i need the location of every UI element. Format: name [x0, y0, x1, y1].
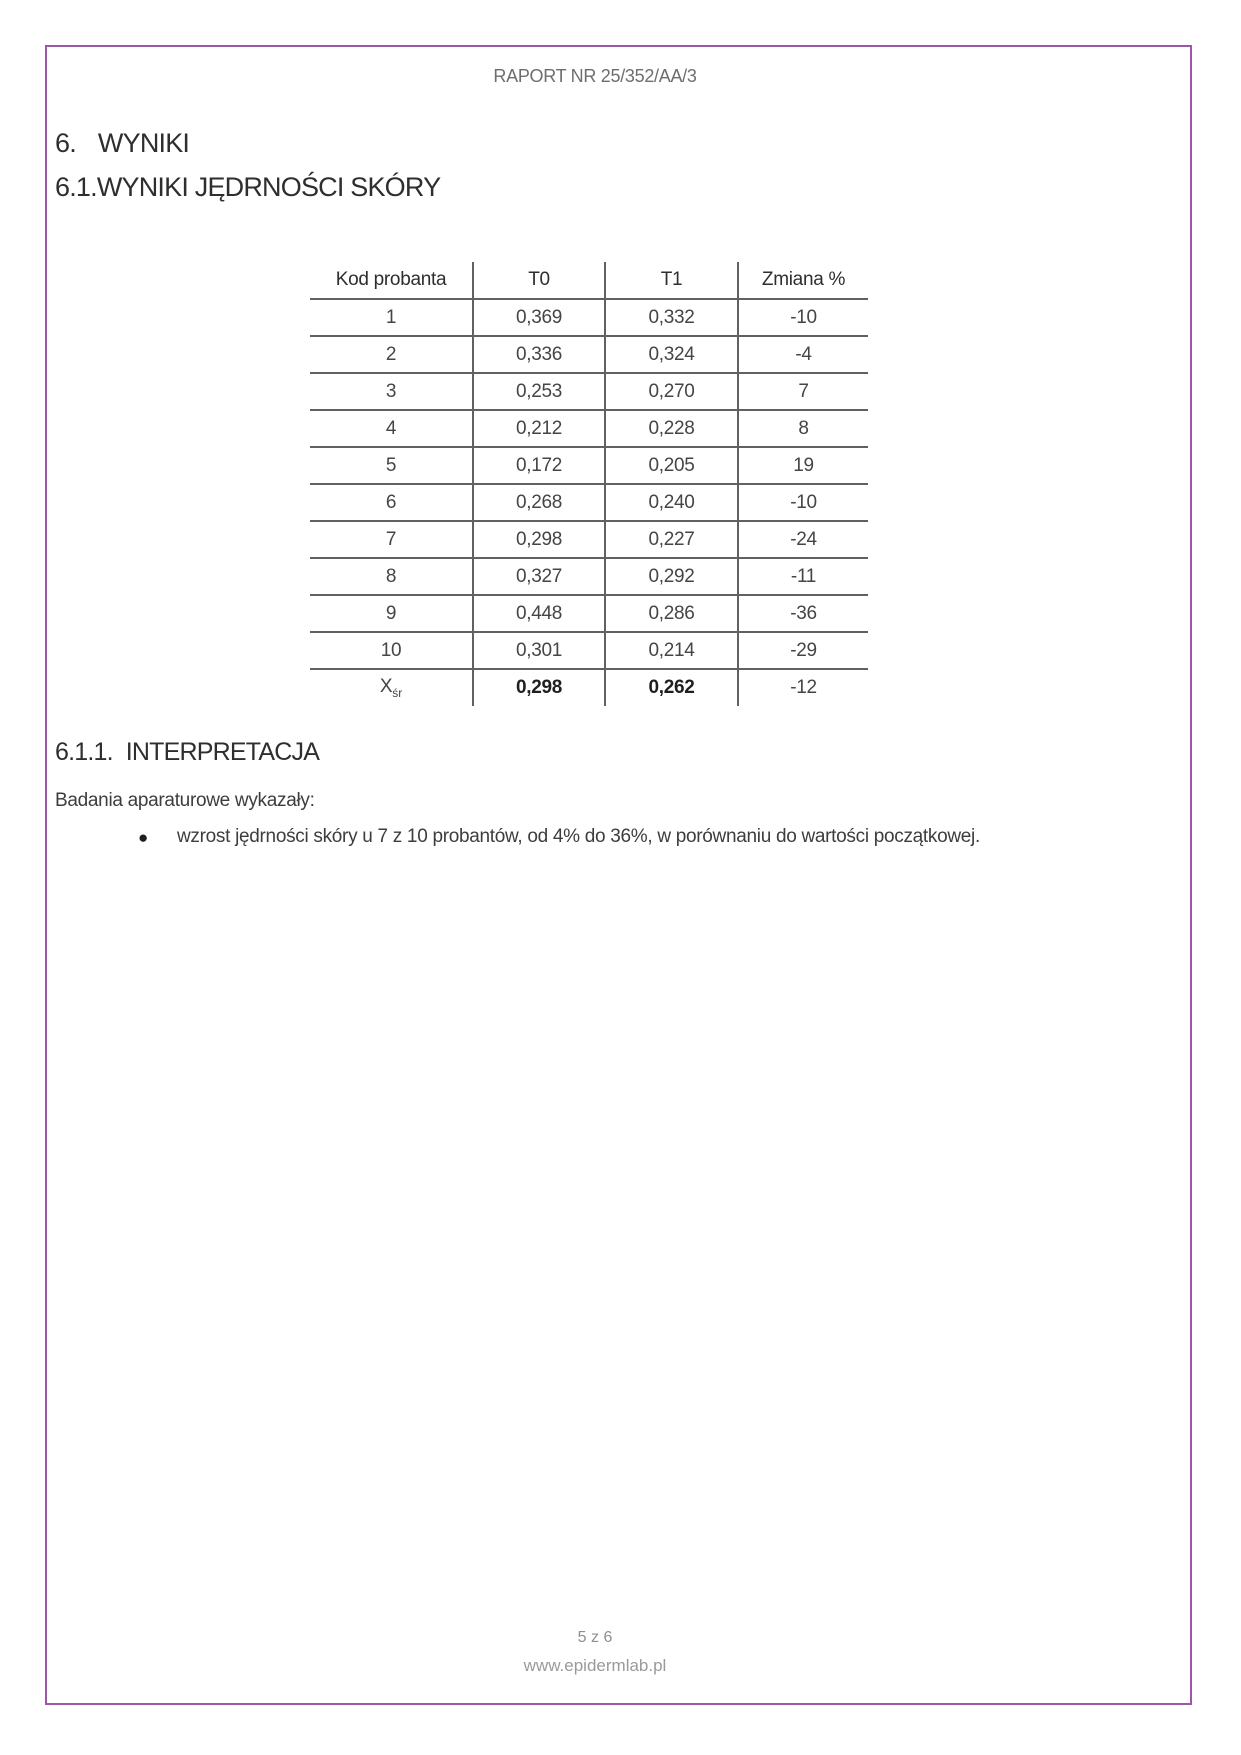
table-row — [310, 447, 868, 484]
cell-kod: 7 — [310, 521, 473, 558]
cell-kod: 2 — [310, 336, 473, 373]
cell-zmiana: 8 — [798, 417, 809, 439]
cell-t1: 0,227 — [605, 521, 738, 558]
table-row — [310, 373, 868, 410]
cell-t1: 0,332 — [605, 299, 738, 336]
cell-t0: 0,212 — [473, 410, 605, 447]
cell-zmiana: -29 — [790, 639, 817, 661]
section-title: WYNIKI JĘDRNOŚCI SKÓRY — [96, 172, 441, 202]
interpretation-intro: Badania aparaturowe wykazały: — [55, 790, 315, 811]
cell-t1-mean: 0,262 — [605, 669, 738, 706]
cell-t0: 0,336 — [473, 336, 605, 373]
bullet-icon: ● — [138, 828, 148, 847]
table-row — [310, 632, 868, 669]
table-row — [310, 410, 868, 447]
cell-t0: 0,172 — [473, 447, 605, 484]
cell-kod: 10 — [310, 632, 473, 669]
column-header-kod-probanta: Kod probanta — [310, 262, 473, 299]
footer-website: www.epidermlab.pl — [523, 1656, 667, 1675]
column-header-t0: T0 — [473, 262, 605, 299]
section-title: WYNIKI — [97, 128, 190, 158]
column-header-t1: T1 — [605, 262, 738, 299]
bullet-list-item — [138, 826, 1138, 849]
cell-kod: 9 — [310, 595, 473, 632]
report-number: RAPORT NR 25/352/AA/3 — [493, 66, 697, 86]
bullet-text: wzrost jędrności skóry u 7 z 10 probantów, od 4% do 36%, w porównaniu do wartości początkowej. — [177, 826, 980, 847]
table-header-row — [310, 262, 868, 299]
cell-t1: 0,270 — [605, 373, 738, 410]
cell-zmiana: -36 — [790, 602, 817, 624]
cell-t0-mean: 0,298 — [473, 669, 605, 706]
table-summary-row — [310, 669, 868, 706]
table-row — [310, 299, 868, 336]
section-number: 6. — [55, 128, 76, 158]
page-number: 5 z 6 — [577, 1629, 613, 1646]
cell-kod: 3 — [310, 373, 473, 410]
cell-t0: 0,298 — [473, 521, 605, 558]
cell-kod: 6 — [310, 484, 473, 521]
cell-t0: 0,268 — [473, 484, 605, 521]
cell-kod: 1 — [310, 299, 473, 336]
mean-subscript: śr — [392, 685, 403, 700]
cell-t1: 0,286 — [605, 595, 738, 632]
cell-t0: 0,301 — [473, 632, 605, 669]
cell-zmiana-mean: -12 — [790, 677, 817, 698]
cell-zmiana: -4 — [795, 343, 812, 365]
table-row — [310, 595, 868, 632]
cell-t1: 0,214 — [605, 632, 738, 669]
cell-kod: 5 — [310, 447, 473, 484]
cell-t0: 0,327 — [473, 558, 605, 595]
cell-t1: 0,240 — [605, 484, 738, 521]
cell-t1: 0,324 — [605, 336, 738, 373]
cell-t1: 0,292 — [605, 558, 738, 595]
section-heading-wyniki-jedrnosci — [55, 172, 440, 203]
section-heading-wyniki — [55, 128, 189, 159]
cell-t0: 0,448 — [473, 595, 605, 632]
cell-zmiana: 19 — [793, 454, 814, 476]
cell-t1: 0,205 — [605, 447, 738, 484]
table-row — [310, 521, 868, 558]
table-row — [310, 336, 868, 373]
table-row — [310, 484, 868, 521]
column-header-zmiana: Zmiana % — [761, 269, 846, 290]
cell-zmiana: -10 — [790, 306, 817, 328]
section-number: 6.1. — [55, 172, 97, 202]
cell-zmiana: -10 — [790, 491, 817, 513]
cell-kod-mean: $X_{śr}$ — [310, 669, 473, 706]
table-row — [310, 558, 868, 595]
section-number: 6.1.1. — [55, 738, 113, 766]
cell-t0: 0,369 — [473, 299, 605, 336]
cell-t1: 0,228 — [605, 410, 738, 447]
cell-kod: 8 — [310, 558, 473, 595]
cell-t0: 0,253 — [473, 373, 605, 410]
section-title: INTERPRETACJA — [125, 738, 320, 766]
results-table — [310, 262, 868, 706]
cell-zmiana: -11 — [790, 565, 817, 587]
cell-zmiana: 7 — [798, 380, 809, 402]
cell-zmiana: -24 — [790, 528, 817, 550]
section-heading-interpretacja — [55, 738, 319, 767]
cell-kod: 4 — [310, 410, 473, 447]
